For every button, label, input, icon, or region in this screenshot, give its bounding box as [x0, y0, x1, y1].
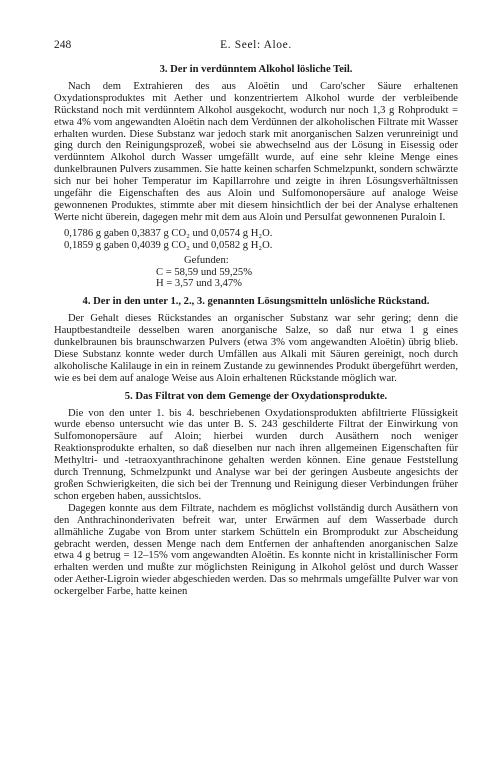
- section-5-paragraph-1: Die von den unter 1. bis 4. beschriebenen Oxydationsprodukten abfiltrierte Flüssigkeit wurde ebenso untersucht wie das unter B. S. 243 geschilderte Filtrat der Einwirkung von Sulfomonopersäure auf Aloin; hierbei wurden durch Ausäthern noch weniger Reaktionsprodukte erhalten, so daß dieselben nur nach ihren allgemeinen Eigenschaften für Methyltri- und -tetraoxyanthrachinone gehalten werden können. Eine genaue Feststellung durch Trennung, Schmelzpunkt und Analyse war bei der geringen Ausbeute angesichts der großen Schwierigkeiten, die sich bei der Trennung und Reinigung dieser Verbindungen früher schon ergeben haben, aussichtslos.: [54, 407, 458, 502]
- found-hydrogen: H = 3,57 und 3,47%: [156, 278, 243, 290]
- running-header: [54, 40, 458, 58]
- section-3-paragraph: Nach dem Extrahieren des aus Aloëtin und Caro'scher Säure erhaltenen Oxydationsproduktes mit Aether und konzentriertem Alkohol wurde der verbleibende Rückstand noch mit verdünntem Alkohol ausgekocht, wodurch nur noch 1,3 g Rohprodukt = etwa 4% vom angewandten Aloëtin nach dem Verdünnen der alkoholischen Filtrate mit Wasser erhalten wurden. Diese Substanz war jedoch stark mit anorganischen Salzen verunreinigt und ging durch den Reinigungsprozeß, wobei sie abwechselnd aus der Lösung in Eisessig oder verdünntem Alkohol durch Wasser umgefällt wurde, auf eine sehr kleine Menge eines dunkelbraunen Pulvers zusammen. Sie hatte keinen scharfen Schmelzpunkt, sondern schwärzte sich nur bei hoher Temperatur im Kapillarrohre und zeigte in ihren Lösungsverhältnissen ungefähr die Eigenschaften des aus Aloin und Sulfomonopersäure auf analoge Weise gewonnenen Produktes, stimmte aber mit diesem hinsichtlich der bei der Analyse erhaltenen Werte nicht überein, dagegen mehr mit dem aus Aloin und Persulfat gewonnenen Puraloin I.: [54, 80, 458, 223]
- analysis-line-2: 0,1859 g gaben 0,4039 g CO₂ und 0,0582 g H₂O.: [64, 239, 273, 251]
- section-3-heading: 3. Der in verdünntem Alkohol lösliche Teil.: [159, 64, 353, 75]
- section-4-heading: 4. Der in den unter 1., 2., 3. genannten Lösungsmitteln unlösliche Rückstand.: [82, 296, 430, 308]
- document-page: [54, 40, 458, 598]
- section-4-paragraph: Der Gehalt dieses Rückstandes an organischer Substanz war sehr gering; denn die Hauptbestandteile desselben waren anorganische Salze, so daß nur etwa 1 g eines dunkelbraunen bis braunschwarzen Pulvers (etwa 3% vom angewandten Aloëtin) übrig blieb. Diese Substanz konnte weder durch Umfällen aus Alkali mit Säuren gereinigt, noch durch alkoholische Kalilauge in ein in reinem Zustande zu gewinnendes Produkt übergeführt werden, wie es bei dem auf analoge Weise aus Aloin erhaltenen Rückstande möglich war.: [54, 313, 458, 384]
- analysis-line-1: 0,1786 g gaben 0,3837 g CO₂ und 0,0574 g H₂O.: [64, 227, 273, 239]
- section-5-heading: 5. Das Filtrat von dem Gemenge der Oxydationsprodukte.: [124, 390, 388, 402]
- running-title: E. Seel: Aloe.: [220, 39, 292, 51]
- page-number: 248: [54, 39, 72, 51]
- found-values: [54, 255, 458, 291]
- section-5-paragraph-2: Dagegen konnte aus dem Filtrate, nachdem es möglichst vollständig durch Ausäthern von den Anthrachinonderivaten befreit war, unter Erwärmen auf dem Wasserbade durch allmähliche Zugabe von Brom unter starkem Schütteln ein Bromprodukt zur Abscheidung gebracht werden, dessen Menge nach dem Entfernen der anhaftenden anorganischen Salze etwa 4 g betrug = 12–15% vom angewandten Aloëtin. Es konnte nicht in kristallinischer Form erhalten werden und mußte zur möglichsten Reinigung in Alkohol gelöst und durch Wasser oder Aether-Ligroin wieder abgeschieden werden. Das so mehrmals umgefällte Pulver war von ockergelber Farbe, hatte keinen: [54, 502, 458, 598]
- found-carbon: C = 58,59 und 59,25%: [156, 266, 253, 278]
- analysis-data: [64, 228, 458, 252]
- found-heading: Gefunden:: [184, 254, 229, 266]
